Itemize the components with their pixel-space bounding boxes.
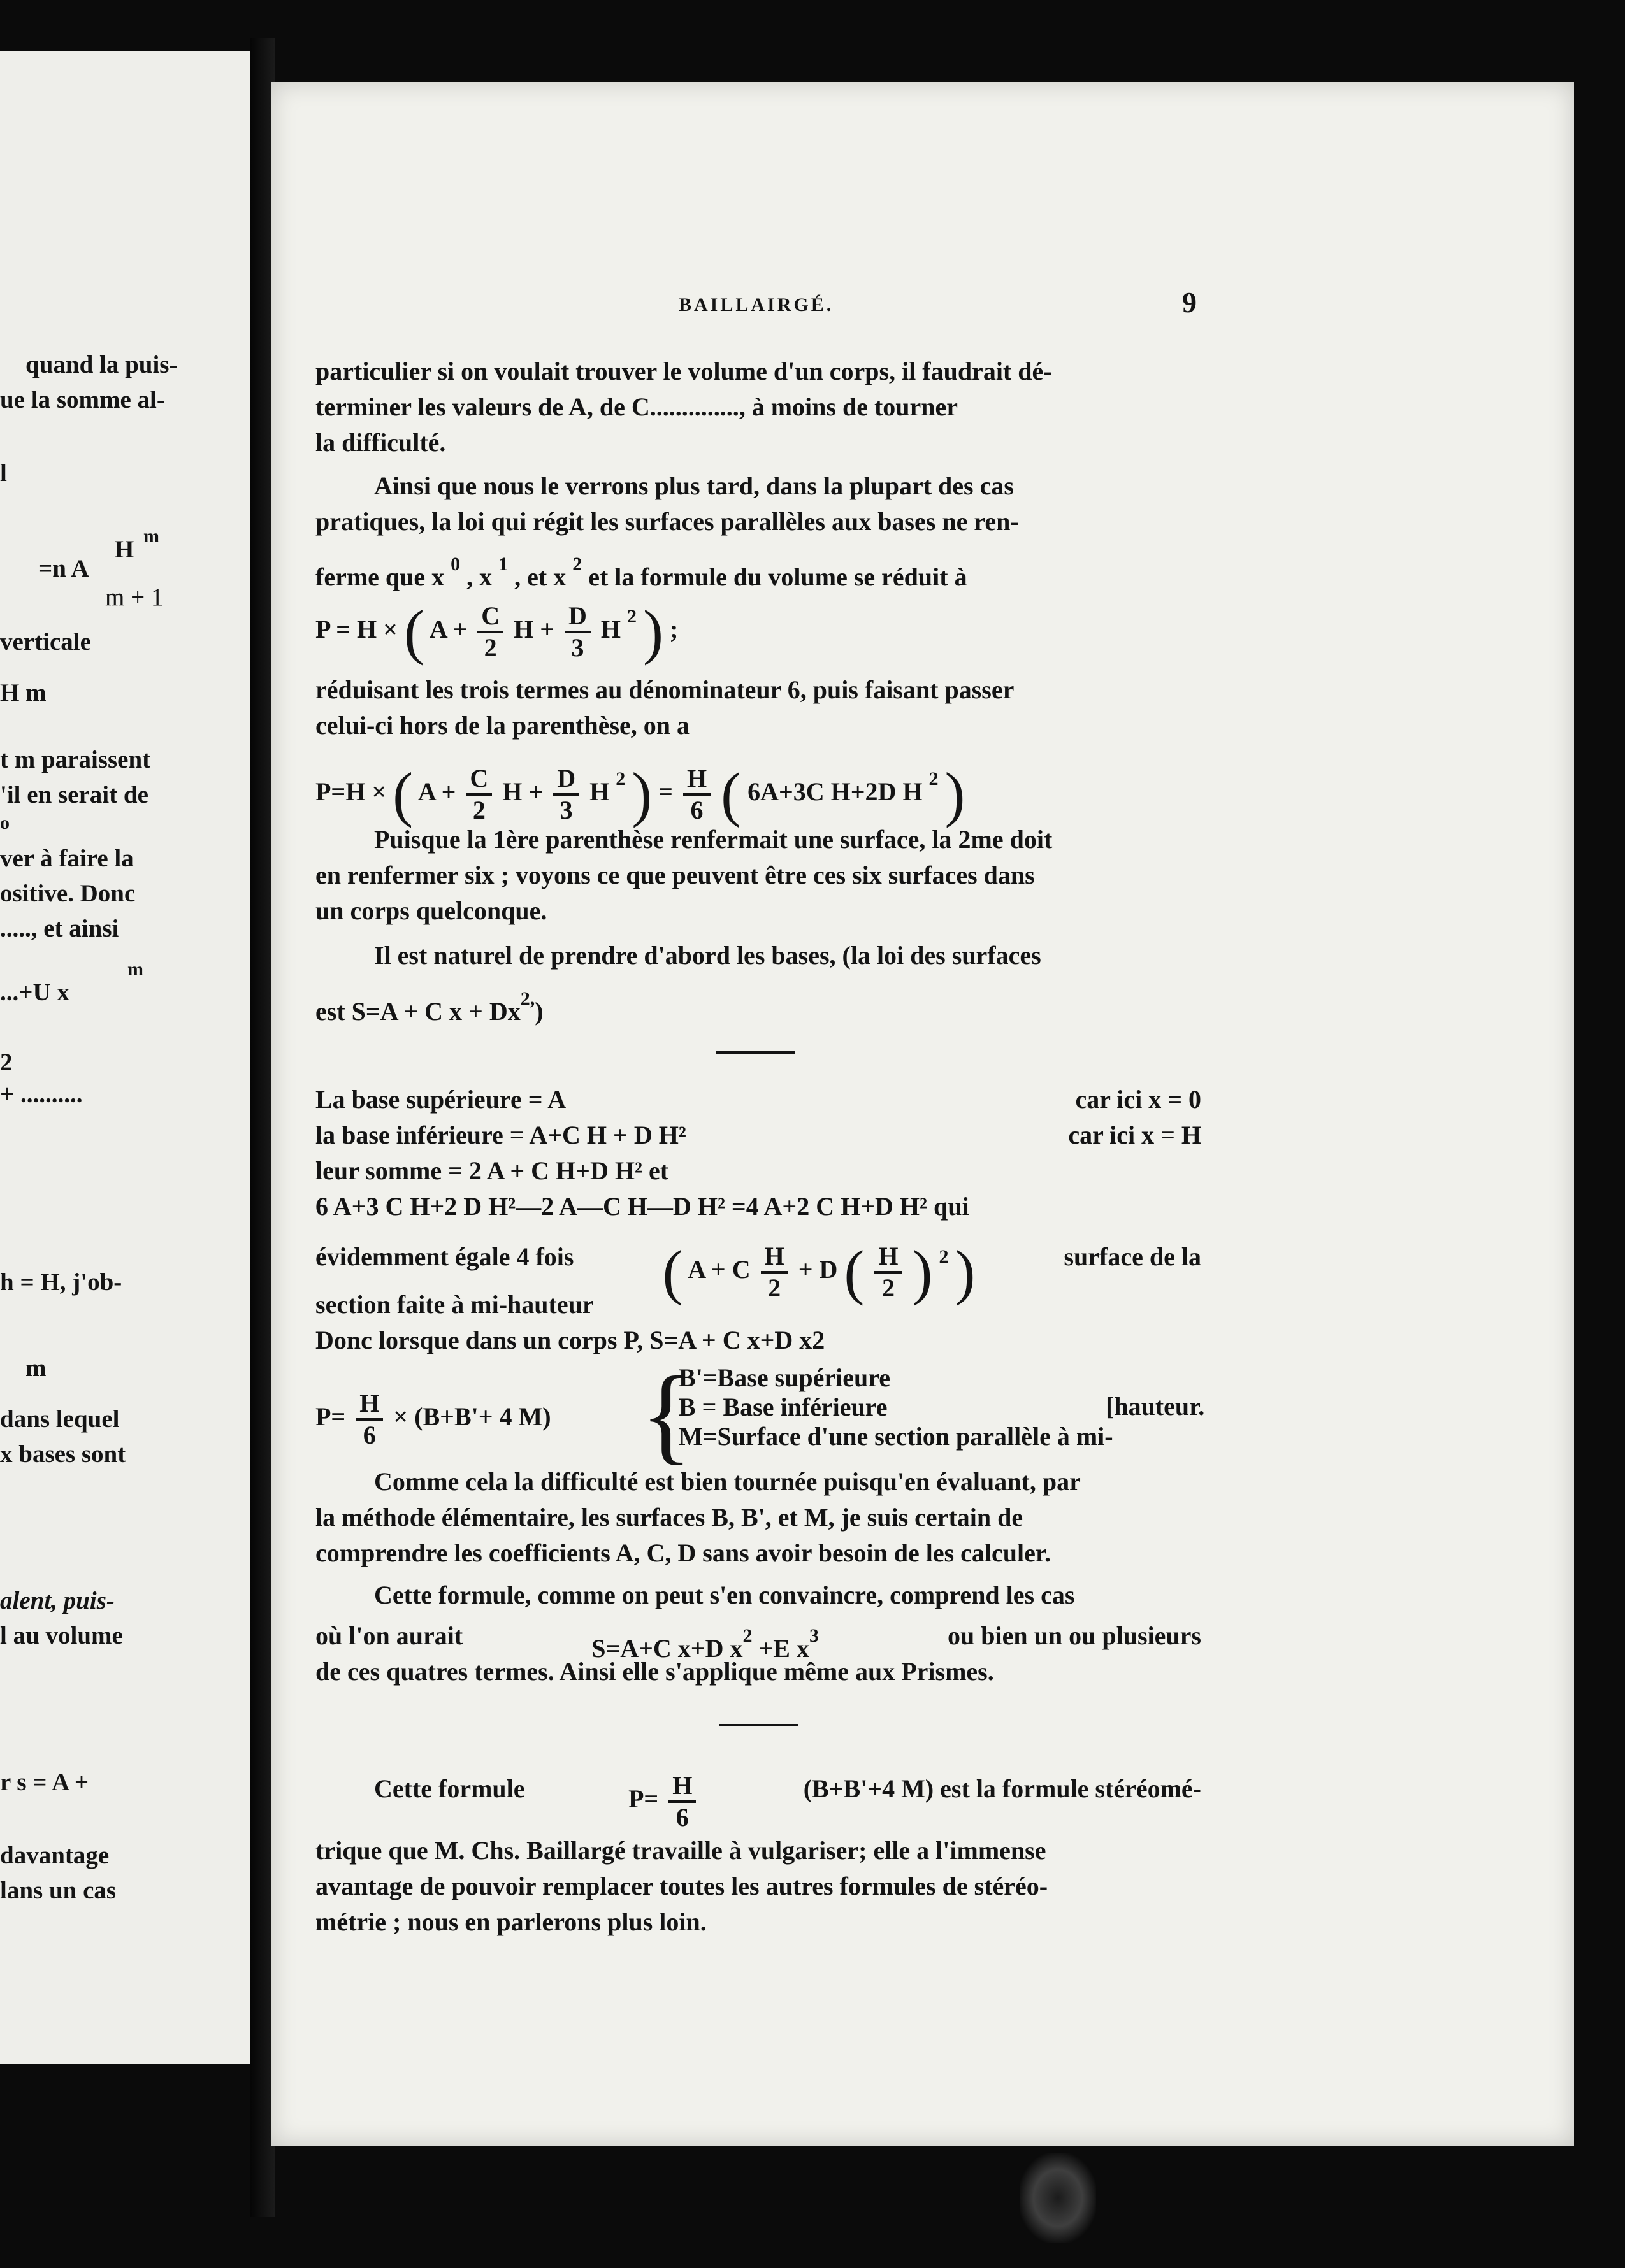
eq-term: + D (798, 1255, 838, 1284)
paren-close: ) (643, 597, 663, 666)
fraction (668, 1771, 696, 1832)
exponent: 2, (520, 988, 535, 1009)
section-rule (716, 1051, 795, 1054)
numerator: H (761, 1242, 788, 1274)
text-span: évidemment égale 4 fois (315, 1242, 574, 1271)
exponent: 2 (928, 768, 939, 789)
page-number: 9 (1182, 286, 1197, 319)
ink-stain (1020, 2153, 1096, 2243)
denominator: 3 (560, 795, 573, 824)
fraction (553, 764, 579, 825)
left-fragment: alent, puis- (0, 1587, 115, 1614)
text-span: , x (466, 563, 493, 591)
denominator: 2 (472, 795, 486, 824)
text-line: métrie ; nous en parlerons plus loin. (315, 1907, 707, 1936)
left-fragment: l (0, 459, 7, 487)
left-fragment: dans lequel (0, 1405, 120, 1433)
exponent: 3 (809, 1625, 819, 1646)
legend-item: B'=Base supérieure (679, 1363, 891, 1392)
text-span: car ici x = H (1068, 1121, 1201, 1149)
text-line: Donc lorsque dans un corps P, S=A + C x+D x2 (315, 1326, 825, 1354)
paren-open: ( (844, 1237, 865, 1306)
fraction (874, 1242, 902, 1303)
left-fragment: H m (0, 679, 47, 707)
text-span: (B+B'+4 M) est la formule stéréomé- (803, 1774, 1201, 1803)
left-fragment: ...+U x (0, 979, 69, 1006)
paren-open: ( (721, 759, 742, 828)
text-line: trique que M. Chs. Baillargé travaille à vulgariser; elle a l'immense (315, 1836, 1046, 1865)
equation-volume (315, 597, 679, 666)
left-fragment: 'il en serait de (0, 781, 148, 808)
denominator: 2 (484, 633, 497, 662)
exponent: 0 (451, 554, 461, 575)
formula-legend (679, 1363, 1113, 1451)
text-span: et la formule du volume se réduit à (588, 563, 967, 591)
text-line (315, 1117, 1201, 1153)
exponent: 2 (572, 554, 582, 575)
exponent: 2 (627, 606, 637, 627)
text-span: [hauteur. (1106, 1392, 1205, 1421)
left-fragment: ....., et ainsi (0, 915, 119, 942)
fraction (356, 1389, 383, 1450)
text-span: où l'on aurait (315, 1621, 463, 1650)
text-span: ou bien un ou plusieurs (948, 1621, 1201, 1650)
paren-close: ) (912, 1237, 933, 1306)
text-line (315, 1771, 1201, 1832)
left-fragment: H (115, 536, 134, 563)
denominator: 2 (881, 1273, 895, 1302)
numerator: D (565, 601, 591, 633)
left-fragment: l au volume (0, 1622, 123, 1649)
text-line: Comme cela la difficulté est bien tournée puisqu'en évaluant, par (374, 1467, 1081, 1496)
legend-item: M=Surface d'une section parallèle à mi- (679, 1422, 1113, 1451)
numerator: H (668, 1771, 696, 1803)
eq-term: S=A+C x+D x (591, 1634, 743, 1663)
text-line: particulier si on voulait trouver le volume d'un corps, il faudrait dé- (315, 357, 1052, 385)
numerator: C (477, 601, 503, 633)
eq-lhs: P = H × (315, 615, 398, 643)
paren-close: ) (632, 759, 653, 828)
denominator: 6 (675, 1803, 689, 1832)
text-line: un corps quelconque. (315, 896, 547, 925)
text-line: Cette formule, comme on peut s'en convaincre, comprend les cas (374, 1581, 1075, 1609)
text-line (315, 1082, 1201, 1117)
eq-term: H (600, 615, 621, 643)
denominator: 3 (571, 633, 584, 662)
fraction (761, 1242, 788, 1303)
exponent: 2 (939, 1246, 949, 1267)
numerator: H (683, 764, 711, 796)
fraction (477, 601, 503, 663)
fraction (683, 764, 711, 825)
left-fragment: quand la puis- (25, 351, 178, 378)
eq-term: A + C (688, 1255, 751, 1284)
eq-term: 6A+3C H+2D H (748, 777, 923, 806)
left-fragment: ue la somme al- (0, 386, 165, 413)
text-line: 6 A+3 C H+2 D H²—2 A—C H—D H² =4 A+2 C H+D H² qui (315, 1192, 969, 1221)
mid-expression (662, 1237, 976, 1306)
left-fragment: davantage (0, 1842, 110, 1869)
text-line (315, 547, 1201, 595)
left-fragment: + .......... (0, 1080, 83, 1108)
text-span: car ici x = 0 (1075, 1085, 1201, 1114)
paren-close: ) (944, 759, 965, 828)
text-span: surface de la (1064, 1242, 1201, 1271)
text-line: pratiques, la loi qui régit les surfaces parallèles aux bases ne ren- (315, 507, 1019, 536)
text-line (315, 981, 544, 1030)
equation-expanded (315, 759, 965, 828)
eq-term: H + (502, 777, 544, 806)
text-line: Il est naturel de prendre d'abord les bases, (la loi des surfaces (374, 941, 1041, 970)
paren-close: ) (955, 1237, 976, 1306)
eq-term: A + (417, 777, 456, 806)
eq-term: H + (514, 615, 554, 643)
numerator: D (553, 764, 579, 796)
text-line: celui-ci hors de la parenthèse, on a (315, 711, 690, 740)
text-span: la base inférieure = A+C H + D H² (315, 1121, 686, 1149)
text-line: la méthode élémentaire, les surfaces B, B', et M, je suis certain de (315, 1503, 1023, 1532)
paren-open: ( (393, 759, 414, 828)
left-fragment: m (25, 1354, 47, 1382)
text-line: en renfermer six ; voyons ce que peuvent être ces six surfaces dans (315, 861, 1035, 889)
text-line: Ainsi que nous le verrons plus tard, dans la plupart des cas (374, 471, 1014, 500)
text-span: est S=A + C x + Dx (315, 997, 521, 1026)
text-span (628, 1771, 700, 1832)
left-fragment: verticale (0, 628, 91, 656)
text-span: , et x (514, 563, 567, 591)
left-fragment: o (0, 812, 10, 833)
text-span: ) (535, 997, 544, 1026)
left-fragment: t m paraissent (0, 746, 151, 773)
denominator: 6 (690, 795, 704, 824)
numerator: H (356, 1389, 383, 1421)
text-line: Puisque la 1ère parenthèse renfermait une surface, la 2me doit (374, 825, 1053, 854)
eq-lhs: P= (315, 1402, 346, 1432)
text-line: section faite à mi-hauteur (315, 1290, 594, 1319)
left-fragment: ositive. Donc (0, 880, 136, 907)
left-fragment: lans un cas (0, 1877, 117, 1904)
paren-open: ( (662, 1237, 683, 1306)
fraction (466, 764, 492, 825)
exponent: 2 (742, 1625, 753, 1646)
left-fragment: ver à faire la (0, 845, 134, 872)
text-span: Cette formule (374, 1774, 525, 1803)
denominator: 6 (363, 1421, 376, 1449)
text-span: ferme que x (315, 563, 445, 591)
eq-term: ; (669, 615, 679, 643)
numerator: H (874, 1242, 902, 1274)
numerator: C (466, 764, 492, 796)
eq-lhs: P=H × (315, 777, 387, 806)
eq-term: × (B+B'+ 4 M) (393, 1402, 551, 1432)
left-fragment: 2 (0, 1049, 13, 1076)
denominator: 2 (768, 1273, 781, 1302)
brace: { (640, 1354, 693, 1474)
paren-open: ( (403, 597, 424, 666)
fraction (565, 601, 591, 663)
text-span: La base supérieure = A (315, 1085, 567, 1114)
left-fragment: =n A (38, 555, 89, 582)
text-line: comprendre les coefficients A, C, D sans avoir besoin de les calculer. (315, 1539, 1051, 1567)
left-fragment: m (143, 526, 159, 547)
prismoidal-formula (315, 1389, 551, 1450)
eq-term: H (589, 777, 610, 806)
eq-term: A + (429, 615, 468, 643)
text-line: réduisant les trois termes au dénominateur 6, puis faisant passer (315, 675, 1015, 704)
section-rule (719, 1724, 798, 1726)
exponent: 1 (498, 554, 509, 575)
text-line: la difficulté. (315, 428, 446, 457)
eq-term: = (658, 777, 673, 806)
text-line: avantage de pouvoir remplacer toutes les autres formules de stéréo- (315, 1872, 1048, 1900)
exponent: 2 (616, 768, 626, 789)
legend-item: B = Base inférieure (679, 1393, 888, 1421)
left-fragment: m + 1 (105, 584, 164, 611)
text-line: terminer les valeurs de A, de C.............., à moins de tourner (315, 392, 958, 421)
text-line: leur somme = 2 A + C H+D H² et (315, 1156, 669, 1185)
running-title: BAILLAIRGÉ. (679, 294, 834, 315)
left-fragment: m (127, 959, 143, 980)
left-page (0, 51, 254, 2064)
left-fragment: r s = A + (0, 1769, 89, 1796)
eq-term: P= (628, 1784, 659, 1814)
left-fragment: h = H, j'ob- (0, 1268, 122, 1296)
text-line: de ces quatres termes. Ainsi elle s'applique même aux Prismes. (315, 1657, 994, 1686)
eq-term: +E x (758, 1634, 809, 1663)
left-fragment: x bases sont (0, 1440, 126, 1468)
